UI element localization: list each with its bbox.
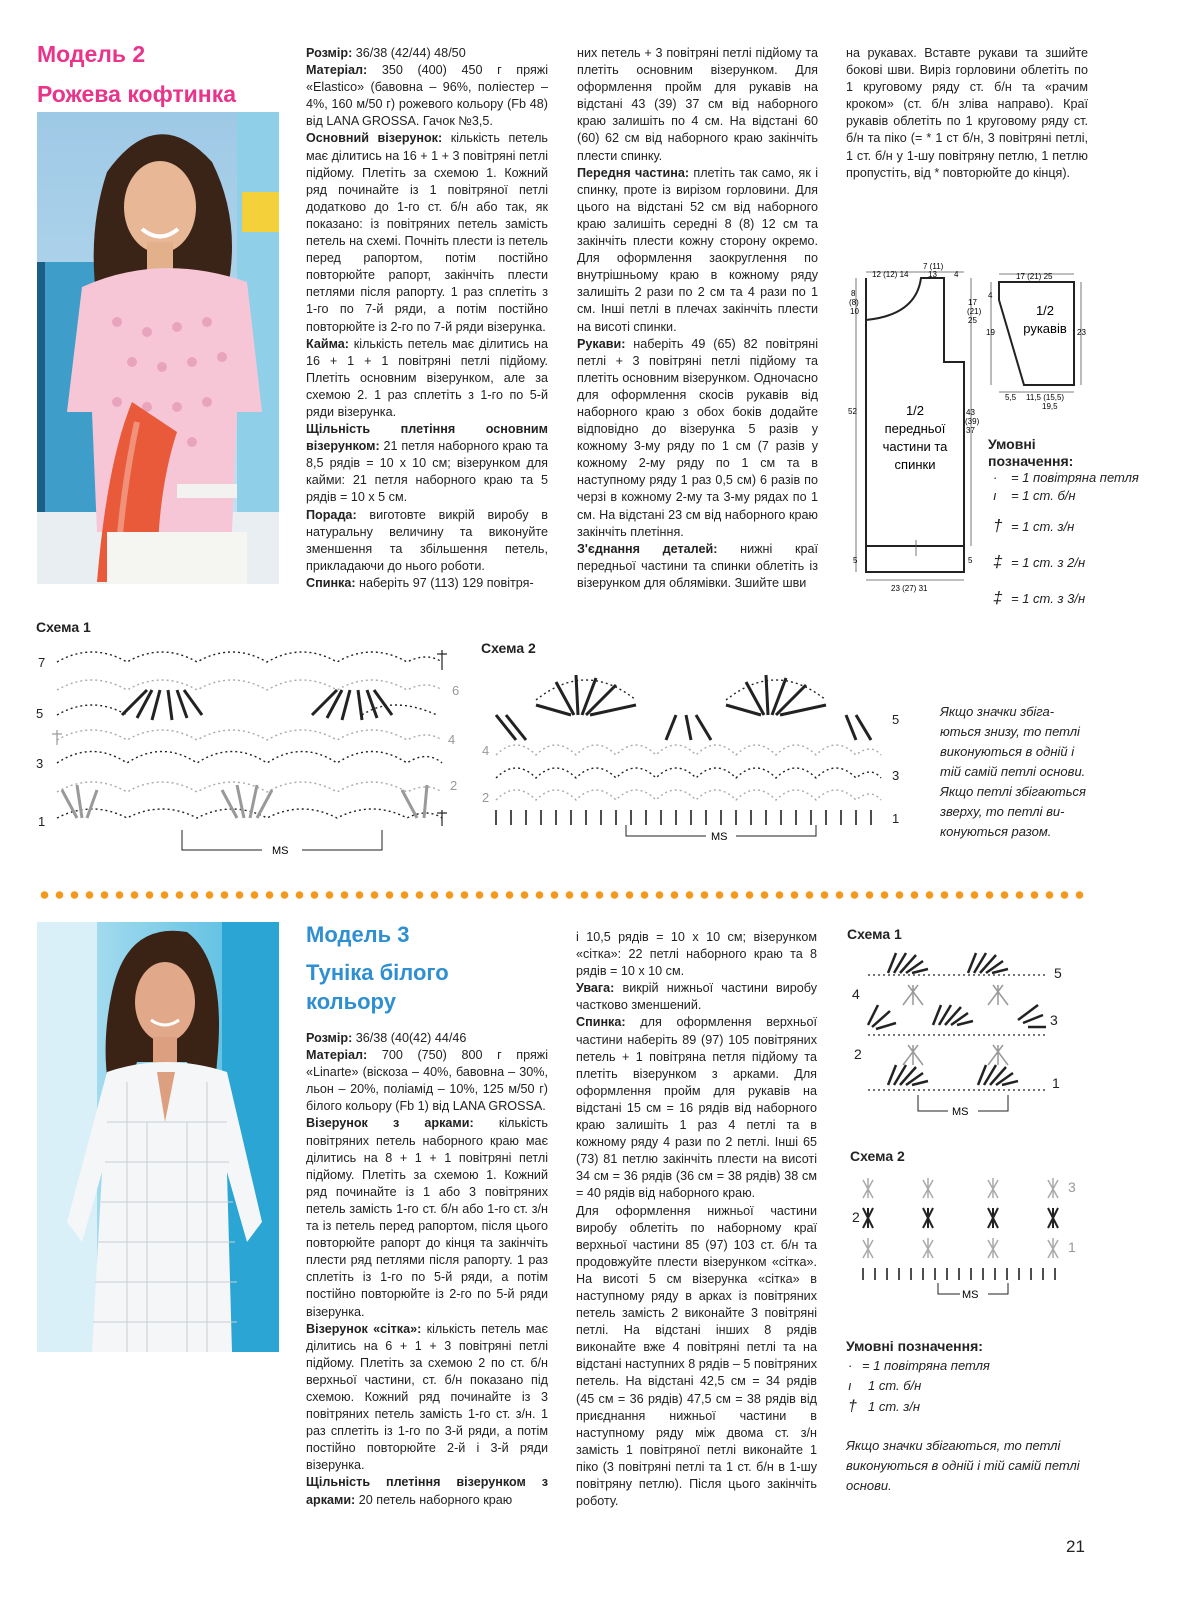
m3s2-row-3: 3 <box>1068 1179 1076 1195</box>
s1-row-2: 2 <box>450 778 458 793</box>
dim-sleeve-left: 19 <box>986 328 995 337</box>
dim-lower-a: 43 <box>966 408 975 417</box>
model3-schema2-chart <box>848 1168 1078 1308</box>
m3s1-row-2: 2 <box>854 1046 862 1062</box>
s1-row-1: 1 <box>38 814 46 829</box>
m3s2-row-1: 1 <box>1068 1239 1076 1255</box>
sleeve-label-2: рукавів <box>1023 321 1067 336</box>
body-label-4: спинки <box>894 457 936 472</box>
model2-title-name: Рожева кофтинка <box>37 81 237 107</box>
model2-schema1-label: Схема 1 <box>36 619 91 635</box>
model2-column-1: Розмір: 36/38 (42/44) 48/50 Матеріал: 350 (400) 450 г пряжі «Elastico» (бавовна – 96%, поліестер – 4%, 160 м/50 г) рожевого кольору (Fb 48) від LANA GROSSA. Гачок №3,5. Основний візерунок: кількість петель має ділитись на 16 + 1 + 3 повітряні петлі підйому. Плетіть за схемою 1. Кожний ряд починайте із 1 повітряної петлі додатково до 1-го ст. б/н або так, як показано: із повітряних петель замість петель на схемі. Почніть плести із петель перед рапортом, потім постійно повторюйте рапорт, закінчіть плести петлями після рапорту. 1 раз сплетіть з 1-го по 7-й ряди, а потім постійно повторюйте із 2-го по 7-й ряди візерунка. Кайма: кількість петель має ділитись на 16 + 1 + 1 повітряні петлі підйому. Плетіть основним візерунком, але за схемою 2. 1 раз сплетіть з 1-го по 5-й ряди візерунка. Щільність плетіння основним візерунком: 21 петля наборного краю та 8,5 рядів = 10 х 10 см; візерунком для кайми: 21 петля наборного краю та 5 рядів = 10 х 5 см. Порада: виготовте викрій виробу в натуральну величину та виконуйте зменшення та збільшення петель, прикладаючи до нього роботи. Спинка: наберіть 97 (113) 129 повітря- <box>306 46 549 590</box>
model2-title-number: Модель 2 <box>37 41 146 67</box>
dim-armhole-c: 25 <box>968 316 977 325</box>
model3-column-2: і 10,5 рядів = 10 х 10 см; візерунком «сітка»: 22 петлі наборного краю та 8 рядів = 10 х 10 см. Увага: викрій нижньої частини виробу частково зменшений. Спинка: для оформлення верхньої частини наберіть 89 (97) 105 повітряних петель + 1 повітряна петля підйому та плетіть візерунком з арками. Для оформлення пройм для рукавів на відстані 15 см = 16 рядів від наборного краю залишіть 1 раз 4 петлі та в кожному ряду 4 рази по 2 петлі. Інші 65 (73) 81 петлю закінчіть плести на висоті 34 см = 36 рядів (36 см = 38 рядів) 38 см = 40 рядів від наборного краю. Для оформлення нижньої частини виробу облетіть по наборному краї верхньої частини 85 (97) 103 ст. б/н та продовжуйте плести візерунком «сітка». На висоті 5 см візерунка «сітка» в наступному ряду в арках із повітряних петель замість 2 виконайте 3 повітряні петлі. На відстані інших 8 рядів виконайте вже 4 повітряні петлі та на відстані наступних 8 рядів – 5 повітряних петель. На відстані 42,5 см = 34 рядів (45 см = 36 рядів) 47,5 см = 38 рядів від приєднання нижньої частини в наступному ряду між двома ст. з/н замість 1 повітряної петлі виконайте 1 піко (3 повітряні петлі та 1 ст. б/н в 1-шу повітряну петлю). Після цього закінчіть роботу. <box>576 930 817 1509</box>
s2-row-3: 3 <box>892 768 900 783</box>
sleeve-label-1: 1/2 <box>1035 303 1055 318</box>
model3-legend-title: Умовні позначення: <box>846 1338 983 1354</box>
page-number: 21 <box>1066 1537 1085 1556</box>
m3s1-row-1: 1 <box>1052 1075 1060 1091</box>
model3-column-1: Розмір: 36/38 (40(42) 44/46 Матеріал: 700 (750) 800 г пряжі «Linarte» (віскоза – 40%, бавовна – 30%, льон – 20%, поліамід – 10%, 125 м/50 г) білого кольору (Fb 1) від LANA GROSSA. Візерунок з арками: кількість повітряних петель наборного краю має ділитись на 8 + 1 + 1 повітряні петлі підйому. Плетіть за схемою 1. Кожний ряд починайте із 1 або 3 повітряних петель замість 1-го ст. б/н або 1-го ст. з/н та із петель перед рапортом, після цього повторюйте рапорт до кінця та закінчіть плести ряд петлями після рапорту. 1 раз сплетіть із 1-го по 5-й ряди, а потім постійно повторюйте із 2-го по 5-й ряди візерунка. Візерунок «сітка»: кількість петель має ділитись на 6 + 1 + 3 повітряні петлі підйому. Плетіть за схемою 2 по ст. б/н верхньої частини, ст. б/н показано під схемою. Кожний ряд починайте із 3 повітряних петель замість 1-го ст. з/н. 1 раз сплетіть із 1-го по 3-й ряди, а потім постійно повторюйте 2-й і 3-й ряди візерунка. Щільність плетіння візерунком з арками: 20 петель наборного краю <box>306 1031 548 1507</box>
dim-sleeve-bottom-mid2: 19,5 <box>1042 402 1058 411</box>
model2-schema2-chart <box>476 660 916 845</box>
model3-schema1-label: Схема 1 <box>847 926 902 942</box>
m3s2-ms-label: MS <box>962 1289 979 1301</box>
s2-row-2: 2 <box>482 790 490 805</box>
model2-photo <box>37 112 279 584</box>
dim-top-left: 12 (12) 14 <box>872 270 909 279</box>
s1-row-4: 4 <box>448 732 456 747</box>
dim-sleeve-top: 17 (21) 25 <box>1016 272 1053 281</box>
dim-lower-b: (39) <box>965 417 980 426</box>
dim-top-right: 4 <box>954 270 959 279</box>
dim-lower-c: 37 <box>966 426 975 435</box>
s2-row-1: 1 <box>892 811 900 826</box>
s1-row-5: 5 <box>36 706 44 721</box>
model3-legend: · = 1 повітряна петля ı 1 ст. б/н † 1 ст. з/н <box>848 1358 990 1415</box>
dim-left-neck-b: (8) <box>849 298 859 307</box>
s2-row-4: 4 <box>482 743 490 758</box>
dim-top-mid2: 13 <box>928 270 937 279</box>
dim-left-neck-c: 10 <box>850 307 859 316</box>
dim-hem-left: 5 <box>853 556 858 565</box>
m3s1-row-5: 5 <box>1054 965 1062 981</box>
m3s2-row-2: 2 <box>852 1209 860 1225</box>
dim-sleeve-bottom-mid: 11,5 (15,5) <box>1026 393 1065 402</box>
body-label-2: передньої <box>884 421 946 436</box>
model3-schema1-chart <box>848 945 1078 1125</box>
dim-armhole-a: 17 <box>968 298 977 307</box>
dim-sleeve-left-top: 4 <box>988 291 993 300</box>
dim-sleeve-right: 23 <box>1077 328 1086 337</box>
section-divider <box>37 890 1087 900</box>
model2-schema2-label: Схема 2 <box>481 640 536 656</box>
body-label-1: 1/2 <box>905 403 925 418</box>
model3-note: Якщо значки збігаються, то петлі виконуються в одній і тій самій петлі основи. <box>846 1438 1080 1493</box>
s1-ms-label: MS <box>272 845 289 857</box>
model3-photo <box>37 922 279 1352</box>
dim-hem-right: 5 <box>968 556 973 565</box>
model2-schema1-chart <box>32 640 472 860</box>
s1-row-3: 3 <box>36 756 44 771</box>
s2-ms-label: MS <box>711 831 728 843</box>
dim-bottom: 23 (27) 31 <box>891 584 928 593</box>
m3s1-ms-label: MS <box>952 1106 969 1118</box>
s1-row-6: 6 <box>452 683 460 698</box>
model3-title-name-1: Туніка білого <box>306 960 449 985</box>
model2-column-3: на рукавах. Вставте рукави та зшийте бокові шви. Виріз горловини облетіть по 1 круговому ряду ст. б/н та «рачим кроком» (ст. б/н зліва направо). Краї рукавів облетіть по 1 круговому ряду ст. б/н та піко (= * 1 ст б/н, 3 повітряні петлі, 1 ст. б/н у 1-шу повітряну петлю, 1 петлю пропустіть, від * повторюйте до кінця). <box>846 46 1088 180</box>
body-label-3: частини та <box>882 439 948 454</box>
m3s1-row-3: 3 <box>1050 1012 1058 1028</box>
m3s1-row-4: 4 <box>852 986 860 1002</box>
model3-title-name-2: кольору <box>306 989 396 1014</box>
model2-note: Якщо значки збіга- ються знизу, то петлі виконуються в одній і тій самій петлі основи. Якщо петлі збігаються зверху, то петлі ви- конуються разом. <box>940 704 1086 839</box>
dim-left-height: 52 <box>848 407 857 416</box>
model2-legend: · = 1 повітряна петля ı = 1 ст. б/н † = 1 ст. з/н ‡ = 1 ст. з 2/н ‡ = 1 ст. з 3/н <box>993 470 1139 607</box>
dim-left-neck-a: 8 <box>851 289 856 298</box>
model3-title-number: Модель 3 <box>306 922 410 947</box>
dim-sleeve-bottom-left: 5,5 <box>1005 393 1017 402</box>
dim-top-mid: 7 (11) <box>923 262 944 271</box>
s2-row-5: 5 <box>892 712 900 727</box>
dim-armhole-b: (21) <box>967 307 982 316</box>
model3-schema2-label: Схема 2 <box>850 1148 905 1164</box>
model2-legend-title: Умовні позначення: <box>988 436 1074 469</box>
model2-column-2: них петель + 3 повітряні петлі підйому та плетіть основним візерунком. Для оформлення пройм для рукавів на відстані 43 (39) 37 см від наборного краю залишіть по 4 см. На відстані 60 (60) 62 см від наборного краю закінчіть плести спинку. Передня частина: плетіть так само, як і спинку, проте із вирізом горловини. Для цього на відстані 52 см від наборного краю залишіть середні 8 (8) 12 см та закінчіть плести кожну сторону окремо. Для оформлення заокруглення по внутрішньому краю в кожному ряду залишіть 2 рази по 2 см та 4 рази по 1 см. Інші петлі в плечах закінчіть плести на висоті спинки. Рукави: наберіть 49 (65) 82 повітряні петлі + 3 повітряні петлі підйому та плетіть основним візерунком. Одночасно для оформлення скосів рукавів від наборного краю з обох боків додайте відповідно до візерунка 5 разів у кожному 3-му ряду по 1 см (7 разів у кожному 2-му ряду по 1 см та в наступному ряду 1 раз 0,5 см) 6 разів по черзі в кожному 2-му та 3-му рядах по 1 см. На відстані 23 см від наборного краю закінчіть плетіння. З'єднання деталей: нижні краї передньої частини та спинки облетіть із візерунком для облямівки. Зшийте шви <box>577 46 818 590</box>
s1-row-7: 7 <box>38 655 46 670</box>
